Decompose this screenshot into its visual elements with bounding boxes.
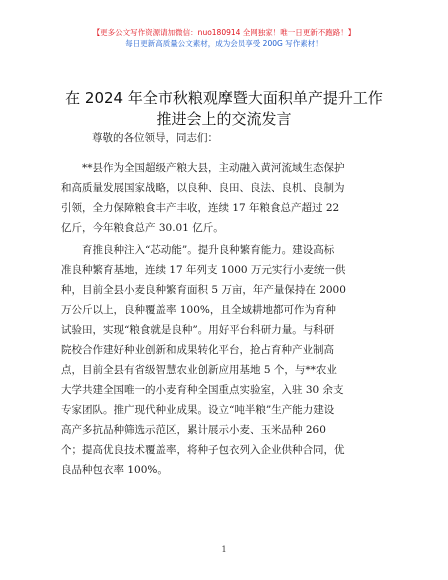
text-line: 高产多抗品种筛选示范区，累计展示小麦、玉米品种 260: [61, 424, 326, 436]
title-line-2: 推进会上的交流发言: [156, 110, 292, 128]
text-line: 育推良种注入“芯动能”。提升良种繁育能力。建设高标: [82, 244, 335, 256]
text-line: 引领，全力保障粮食丰产丰收，连续 17 年粮食总产超过 22: [61, 202, 340, 214]
text-line: 点，目前全县有省级智慧农业创新应用基地 5 个，与**农业: [61, 364, 337, 376]
text-line: 准良种繁育基地，连续 17 年列支 1000 万元实行小麦统一供: [61, 264, 346, 276]
text-line: 大学共建全国唯一的小麦育种全国重点实验室，入驻 30 余支: [61, 384, 344, 396]
text-line: 和高质量发展国家战略，以良种、良田、良法、良机、良制为: [61, 182, 345, 194]
text-line: 亿斤，今年粮食总产 30.01 亿斤。: [61, 222, 224, 234]
title-line-1: 在 2024 年全市秋粮观摩暨大面积单产提升工作: [65, 89, 383, 107]
text-line: 种，目前全县小麦良种繁育面积 5 万亩，年产量保持在 2000: [61, 284, 346, 296]
text-line: 个；提高优良技术覆盖率，将种子包衣列入企业供种合同，优: [61, 444, 345, 456]
paragraph-2: [61, 240, 391, 480]
page-number: 1: [221, 545, 227, 554]
text-line: 万公斤以上，良种覆盖率 100%，且全域耕地都可作为育种: [61, 304, 336, 316]
paragraph-1: [61, 158, 391, 238]
header-banner: [0, 27, 448, 49]
text-line: 试验田，实现“粮食就是良种”。用好平台科研力量。与科研: [61, 324, 335, 336]
text-line: 专家团队。推广现代种业成果。设立“吨半粮”生产能力建设: [61, 404, 335, 416]
text-line: **县作为全国超级产粮大县，主动融入黄河流域生态保护: [82, 162, 345, 174]
banner-promo-line: 【更多公文写作资源请加微信：nuo180914 全网独家！唯一日更新不跑路！】: [92, 28, 356, 37]
text-line: 院校合作建好种业创新和成果转化平台，抢占育种产业制高: [61, 344, 334, 356]
document-title: [40, 88, 408, 130]
banner-subline: 每日更新高质量公文素材，成为会员享受 200G 写作素材！: [125, 39, 323, 48]
text-line: 良品种包衣率 100%。: [61, 464, 168, 476]
salutation: 尊敬的各位领导，同志们：: [92, 132, 218, 144]
